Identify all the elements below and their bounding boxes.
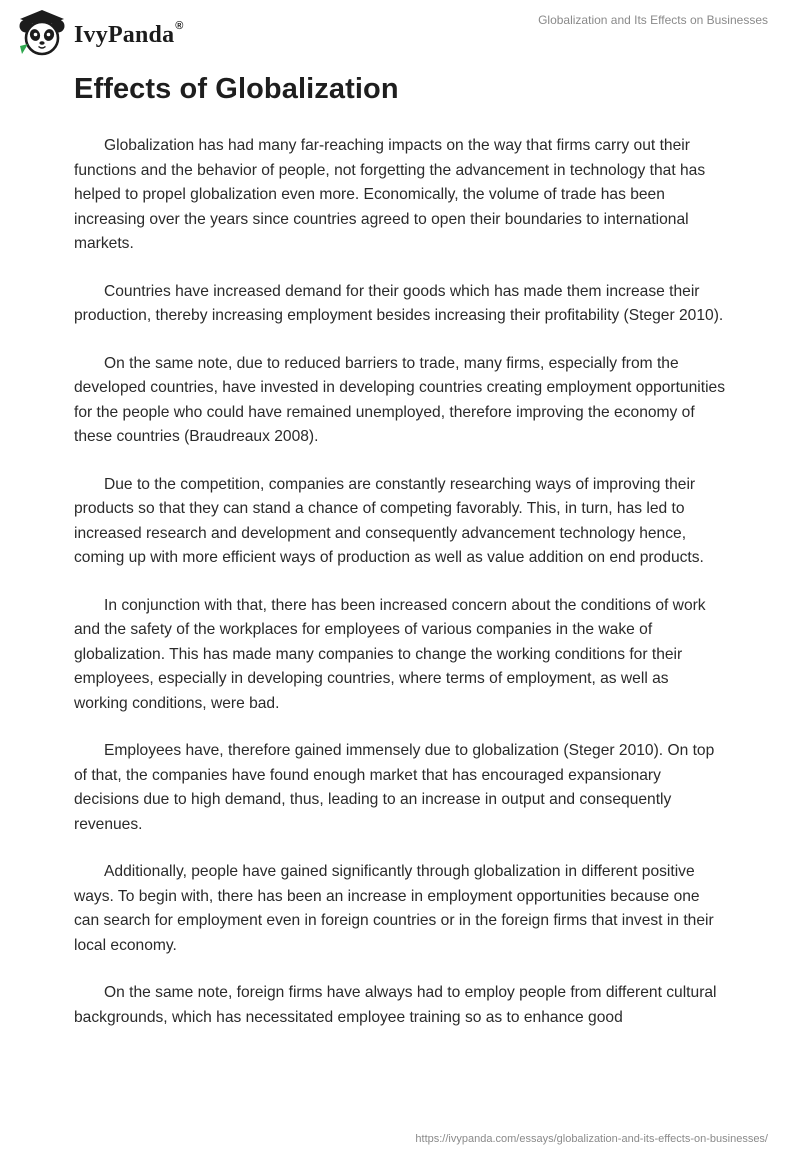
- panda-graduate-logo-icon: [14, 6, 70, 62]
- paragraph: Due to the competition, companies are constantly researching ways of improving their products so that they can stand a chance of competing favorably. This, in turn, has led to increased research and development and consequently advancement technology hence, coming up with more efficient ways of production as well as value addition on end products.: [74, 475, 704, 566]
- paragraph: Countries have increased demand for their goods which has made them increase their production, thereby increasing employment besides increasing their profitability (Steger 2010).: [74, 282, 724, 324]
- paragraph: On the same note, due to reduced barriers to trade, many firms, especially from the developed countries, have invested in developing countries creating employment opportunities for the people who could have remained unemployed, therefore improving the economy of these countries (Braudreaux 2008).: [74, 354, 726, 445]
- page-header: [0, 0, 800, 70]
- paragraph: Globalization has had many far-reaching impacts on the way that firms carry out their functions and the behavior of people, not forgetting the advancement in technology that has helped to propel globalization even more. Economically, the volume of trade has been increasing over the years since countries agreed to open their boundaries to international markets.: [74, 137, 706, 252]
- ivypanda-logo[interactable]: [14, 6, 184, 62]
- logo-brand-text: IvyPanda: [74, 21, 175, 48]
- essay-title: Effects of Globalization: [74, 73, 399, 105]
- paragraph: Additionally, people have gained significantly through globalization in different positive ways. To begin with, there has been an increase in employment opportunities because one can search for employment even in foreign countries or in the foreign firms that invest in their local economy.: [74, 863, 714, 954]
- essay-body: [74, 134, 726, 1053]
- running-title: Globalization and Its Effects on Businesses: [538, 13, 768, 27]
- paragraph: Employees have, therefore gained immensely due to globalization (Steger 2010). On top of that, the companies have found enough market that has encouraged expansionary decisions due to high demand, thus, leading to an increase in output and consequently revenues.: [74, 742, 715, 833]
- paragraph: In conjunction with that, there has been increased concern about the conditions of work and the safety of the workplaces for employees of various companies in the wake of globalization. This has made many companies to change the working conditions for their employees, especially in developing countries, where terms of employment, as well as working conditions, were bad.: [74, 596, 706, 712]
- paragraph: On the same note, foreign firms have always had to employ people from different cultural backgrounds, which has necessitated employee training so as to enhance good: [74, 984, 717, 1026]
- logo-wordmark: [74, 19, 184, 49]
- source-url[interactable]: https://ivypanda.com/essays/globalization-and-its-effects-on-businesses/: [415, 1133, 768, 1145]
- registered-mark: ®: [175, 19, 184, 32]
